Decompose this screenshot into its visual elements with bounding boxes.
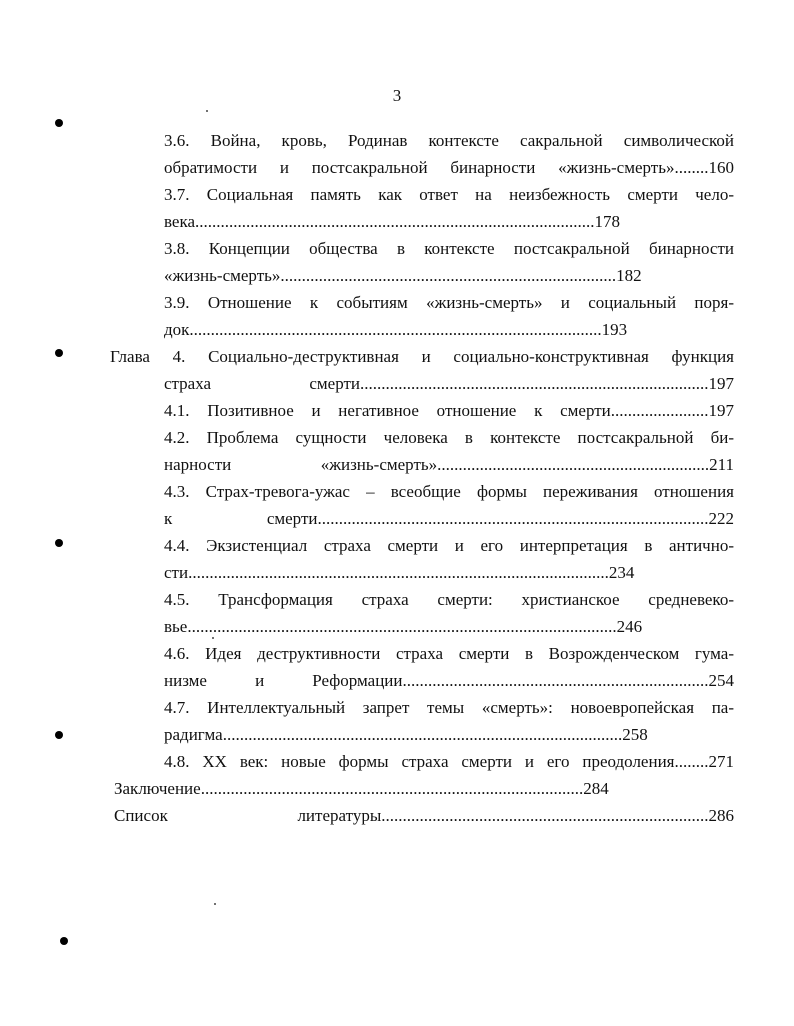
toc-entry-4-7-line1: 4.7. Интеллектуальный запрет темы «смерть»: новоевропейская па- xyxy=(164,698,734,717)
toc-entry-4-2-line1: 4.2. Проблема сущности человека в контексте постсакральной би- xyxy=(164,428,734,447)
toc-entry-3-7-line1: 3.7. Социальная память как ответ на неизбежность смерти чело- xyxy=(164,185,734,204)
toc-entry-4-4-line2: сти...................................................................................................234 xyxy=(164,563,635,582)
toc-entry-4-2-line2: нарности «жизнь-смерть»................................................................211 xyxy=(164,455,734,474)
scan-speck xyxy=(214,903,216,905)
page-number: 3 xyxy=(392,86,402,105)
toc-entry-3-6-line2: обратимости и постсакральной бинарности «жизнь-смерть»........160 xyxy=(164,158,734,177)
toc-conclusion: Заключение..........................................................................................284 xyxy=(114,779,609,798)
toc-entry-4-6-line2: низме и Реформации........................................................................254 xyxy=(164,671,734,690)
toc-entry-3-9-line1: 3.9. Отношение к событиям «жизнь-смерть» и социальный поря- xyxy=(164,293,734,312)
scan-speck xyxy=(212,637,214,639)
toc-entry-4-7-line2: радигма..............................................................................................258 xyxy=(164,725,648,744)
toc-entry-3-7-line2: века..............................................................................................178 xyxy=(164,212,621,231)
toc-entry-4-3-line2: к смерти............................................................................................222 xyxy=(164,509,734,528)
toc-entry-3-9-line2: док.................................................................................................193 xyxy=(164,320,628,339)
scan-speck xyxy=(206,110,208,112)
punch-hole-dot xyxy=(55,539,63,547)
toc-entry-4-4-line1: 4.4. Экзистенциал страха смерти и его интерпретация в антично- xyxy=(164,536,734,555)
punch-hole-dot xyxy=(60,937,68,945)
punch-hole-dot xyxy=(55,731,63,739)
punch-hole-dot xyxy=(55,119,63,127)
toc-entry-4-3-line1: 4.3. Страх-тревога-ужас – всеобщие формы переживания отношения xyxy=(164,482,734,501)
toc-entry-4-5-line1: 4.5. Трансформация страха смерти: христианское средневеко- xyxy=(164,590,734,609)
toc-entry-3-6-line1: 3.6. Война, кровь, Родинав контексте сакральной символической xyxy=(164,131,734,150)
toc-entry-4-1: 4.1. Позитивное и негативное отношение к смерти.......................197 xyxy=(164,401,734,420)
toc-entry-4-5-line2: вье.....................................................................................................246 xyxy=(164,617,643,636)
toc-chapter-4-line2: страха смерти..................................................................................197 xyxy=(164,374,734,393)
toc-entry-4-8: 4.8. XX век: новые формы страха смерти и его преодоления........271 xyxy=(164,752,734,771)
toc-chapter-4-line1: Глава 4. Социально-деструктивная и социально-конструктивная функция xyxy=(110,347,734,366)
toc-entry-3-8-line1: 3.8. Концепции общества в контексте постсакральной бинарности xyxy=(164,239,734,258)
toc-entry-4-6-line1: 4.6. Идея деструктивности страха смерти в Возрожденческом гума- xyxy=(164,644,734,663)
toc-bibliography: Список литературы.............................................................................286 xyxy=(114,806,734,825)
toc-entry-3-8-line2: «жизнь-смерть»...............................................................................182 xyxy=(164,266,642,285)
punch-hole-dot xyxy=(55,349,63,357)
